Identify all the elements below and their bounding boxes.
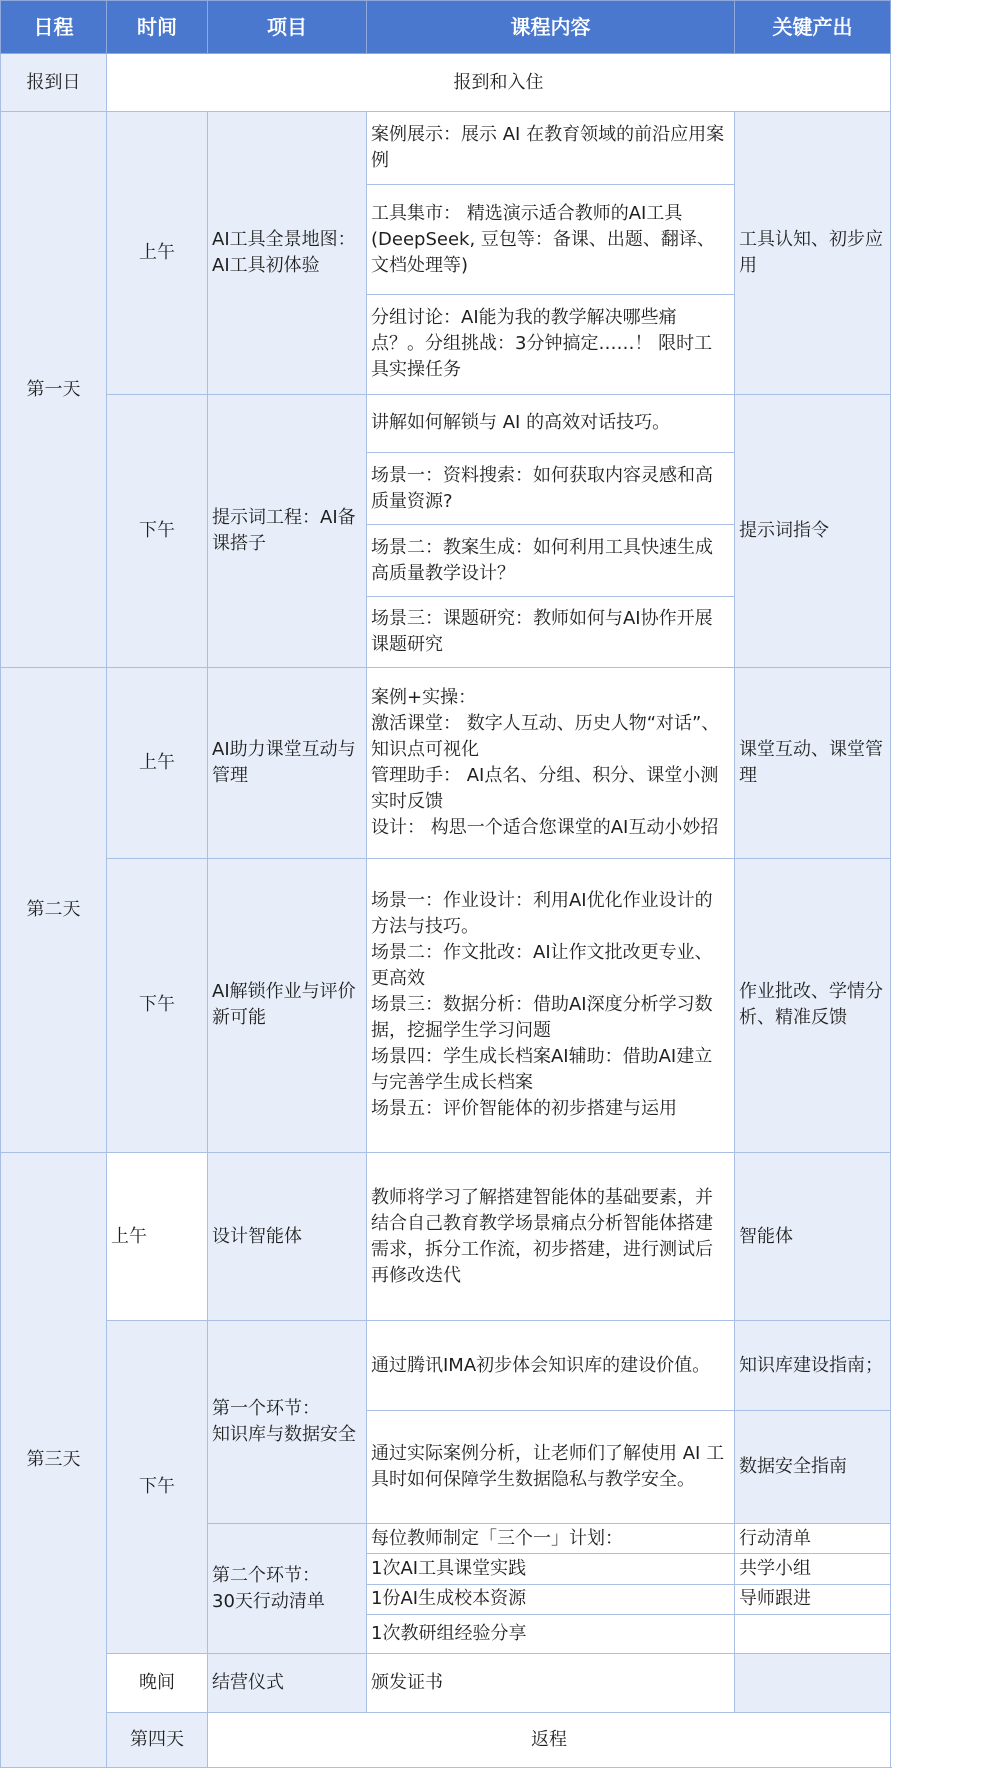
table-row [1, 859, 891, 1153]
segment2-title-line1: 第二个环节： [212, 1564, 320, 1586]
segment1-title-line2: 知识库与数据安全 [212, 1424, 356, 1446]
day2-morning-output: 课堂互动、课堂管理 [735, 667, 891, 858]
day2-afternoon-time: 下午 [107, 859, 208, 1153]
day3-segment1-content-2: 通过实际案例分析，让老师们了解使用 AI 工具时如何保障学生数据隐私与教学安全。 [367, 1411, 735, 1523]
content-line: 管理助手： AI点名、分组、积分、课堂小测实时反馈 [371, 765, 719, 813]
day1-afternoon-item: 提示词工程：AI备课搭子 [208, 394, 367, 667]
day3-segment2-output-2: 共学小组 [735, 1554, 891, 1584]
day2-afternoon-content [367, 859, 735, 1153]
day3-segment2-content-1: 每位教师制定「三个一」计划： [367, 1523, 735, 1553]
day1-morning-content-2: 工具集市： 精选演示适合教师的AI工具(DeepSeek, 豆包等：备课、出题、翻译、文档处理等) [367, 185, 735, 294]
day3-segment2-content-4: 1次教研组经验分享 [367, 1614, 735, 1653]
content-line: 设计： 构思一个适合您课堂的AI互动小妙招 [371, 817, 719, 839]
day1-afternoon-time: 下午 [107, 394, 208, 667]
day3-segment2-output-1: 行动清单 [735, 1523, 891, 1553]
day3-segment1-item [208, 1321, 367, 1523]
day2-label: 第二天 [1, 667, 107, 1152]
content-line: 场景五：评价智能体的初步搭建与运用 [371, 1098, 677, 1120]
day2-afternoon-item: AI解锁作业与评价新可能 [208, 859, 367, 1153]
day4-label: 第四天 [107, 1712, 208, 1767]
day1-afternoon-content-4: 场景三：课题研究：教师如何与AI协作开展课题研究 [367, 597, 735, 668]
day1-label: 第一天 [1, 112, 107, 668]
day1-morning-content-3: 分组讨论：AI能为我的教学解决哪些痛点？。分组挑战：3分钟搞定……！ 限时工具实操任务 [367, 294, 735, 394]
day3-morning-item: 设计智能体 [208, 1152, 367, 1321]
table-row [1, 112, 891, 185]
day3-morning-output: 智能体 [735, 1152, 891, 1321]
table-row [1, 1654, 891, 1712]
day3-segment1-output-2: 数据安全指南 [735, 1411, 891, 1523]
day1-morning-item: AI工具全景地图：AI工具初体验 [208, 112, 367, 394]
header-content: 课程内容 [367, 1, 735, 54]
arrival-day: 报到日 [1, 53, 107, 111]
header-row [1, 1, 891, 54]
day1-afternoon-content-1: 讲解如何解锁与 AI 的高效对话技巧。 [367, 394, 735, 452]
day1-afternoon-output: 提示词指令 [735, 394, 891, 667]
header-output: 关键产出 [735, 1, 891, 54]
header-schedule: 日程 [1, 1, 107, 54]
day3-segment2-content-3: 1份AI生成校本资源 [367, 1584, 735, 1614]
day3-evening-item: 结营仪式 [208, 1654, 367, 1712]
table-row [1, 1152, 891, 1321]
day3-label: 第三天 [1, 1152, 107, 1767]
day2-afternoon-output: 作业批改、学情分析、精准反馈 [735, 859, 891, 1153]
day1-morning-time: 上午 [107, 112, 208, 394]
day4-row [1, 1712, 891, 1767]
day3-morning-content: 教师将学习了解搭建智能体的基础要素，并结合自己教育教学场景痛点分析智能体搭建需求，拆分工作流，初步搭建，进行测试后再修改迭代 [367, 1152, 735, 1321]
day2-morning-time: 上午 [107, 667, 208, 858]
header-time: 时间 [107, 1, 208, 54]
arrival-text: 报到和入住 [107, 53, 891, 111]
day3-evening-time: 晚间 [107, 1654, 208, 1712]
content-line: 场景一：作业设计：利用AI优化作业设计的方法与技巧。 [371, 890, 713, 938]
day3-segment2-output-3: 导师跟进 [735, 1584, 891, 1614]
content-line: 激活课堂： 数字人互动、历史人物“对话”、知识点可视化 [371, 713, 720, 761]
day3-segment2-item [208, 1523, 367, 1653]
day2-morning-content [367, 667, 735, 858]
table-row [1, 394, 891, 452]
day3-segment1-output-1: 知识库建设指南； [735, 1321, 891, 1411]
day3-evening-output [735, 1654, 891, 1712]
day3-afternoon-time: 下午 [107, 1321, 208, 1654]
day3-evening-content: 颁发证书 [367, 1654, 735, 1712]
content-line: 案例+实操： [371, 687, 477, 709]
day2-morning-item: AI助力课堂互动与管理 [208, 667, 367, 858]
day1-afternoon-content-3: 场景二：教案生成：如何利用工具快速生成高质量教学设计？ [367, 525, 735, 597]
arrival-row [1, 53, 891, 111]
segment1-title-line1: 第一个环节： [212, 1398, 320, 1420]
segment2-title-line2: 30天行动清单 [212, 1590, 325, 1612]
content-line: 场景二：作文批改：AI让作文批改更专业、更高效 [371, 942, 713, 990]
header-item: 项目 [208, 1, 367, 54]
day3-segment2-output-4 [735, 1614, 891, 1653]
content-line: 场景三：数据分析：借助AI深度分析学习数据，挖掘学生学习问题 [371, 994, 713, 1042]
table-row [1, 667, 891, 858]
day4-text: 返程 [208, 1712, 891, 1767]
day3-segment1-content-1: 通过腾讯IMA初步体会知识库的建设价值。 [367, 1321, 735, 1411]
day3-segment2-content-2: 1次AI工具课堂实践 [367, 1554, 735, 1584]
day1-morning-content-1: 案例展示：展示 AI 在教育领域的前沿应用案例 [367, 112, 735, 185]
day3-morning-time: 上午 [107, 1152, 208, 1321]
day1-afternoon-content-2: 场景一：资料搜索：如何获取内容灵感和高质量资源? [367, 453, 735, 525]
content-line: 场景四：学生成长档案AI辅助：借助AI建立与完善学生成长档案 [371, 1046, 713, 1094]
day1-morning-output: 工具认知、初步应用 [735, 112, 891, 394]
table-row [1, 1321, 891, 1411]
